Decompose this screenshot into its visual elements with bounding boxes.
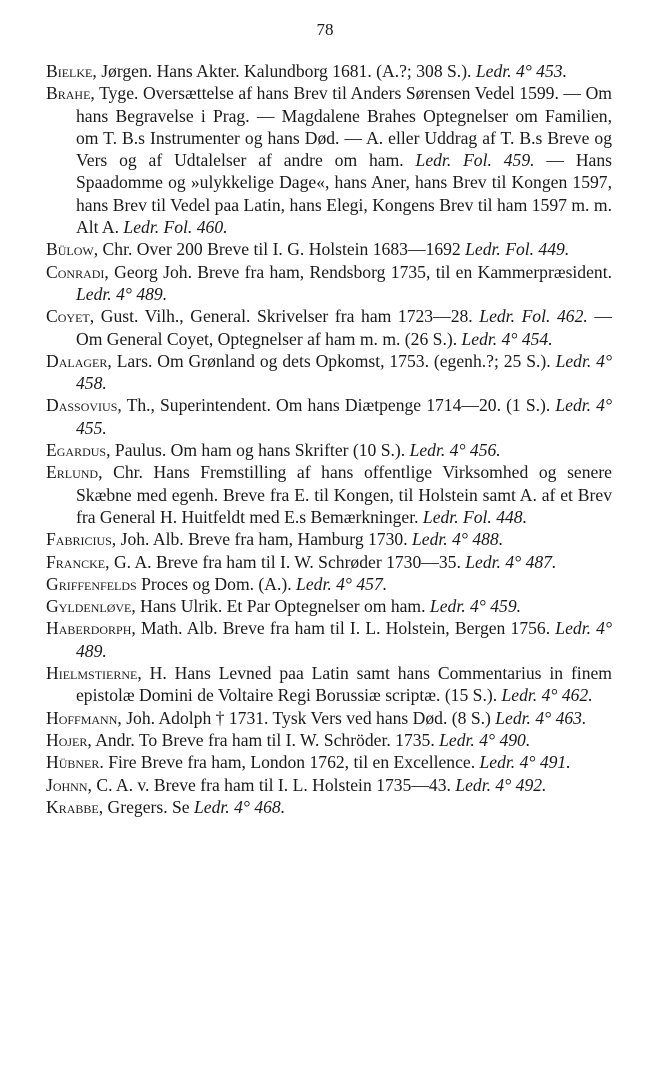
entry-name: Hielmstierne, [46, 663, 142, 684]
register-entry [46, 796, 612, 818]
register-entry [46, 305, 612, 350]
entry-name: Griffenfelds [46, 573, 137, 594]
entry-name: Johnn, [46, 774, 92, 795]
entry-text: Hans Ulrik. Et Par Optegnelser om ham. Ledr. 4° 459. [140, 596, 522, 617]
register-entry [46, 707, 612, 729]
register-entry [46, 774, 612, 796]
entry-text: Chr. Over 200 Breve til I. G. Holstein 1683—1692 Ledr. Fol. 449. [102, 239, 570, 260]
entry-name: Coyet, [46, 306, 95, 327]
register-entry [46, 551, 612, 573]
entry-text: Georg Joh. Breve fra ham, Rendsborg 1735, til en Kammerpræsident. Ledr. 4° 489. [76, 261, 612, 304]
register-entry [46, 439, 612, 461]
entry-text: Joh. Adolph † 1731. Tysk Vers ved hans Død. (8 S.) Ledr. 4° 463. [126, 707, 587, 728]
entry-text: C. A. v. Breve fra ham til I. L. Holstein 1735—43. Ledr. 4° 492. [96, 774, 547, 795]
register-entry [46, 394, 612, 439]
entry-text: Jørgen. Hans Akter. Kalundborg 1681. (A.?; 308 S.). Ledr. 4° 453. [101, 61, 567, 81]
entry-name: Bielke, [46, 61, 97, 81]
entry-text: Paulus. Om ham og hans Skrifter (10 S.). Ledr. 4° 456. [114, 440, 501, 461]
entry-text: H. Hans Levned paa Latin samt hans Commentarius in finem epistolæ Domini de Voltaire Regi Borussiæ scriptæ. (15 S.). Ledr. 4° 462. [76, 663, 612, 706]
entry-name: Bülow, [46, 239, 99, 260]
entry-name: Francke, [46, 551, 110, 572]
entry-text: Gregers. Se Ledr. 4° 468. [107, 796, 286, 817]
register-entry [46, 595, 612, 617]
entry-text: G. A. Breve fra ham til I. W. Schrøder 1730—35. Ledr. 4° 487. [113, 551, 557, 572]
register-entry [46, 60, 612, 82]
register-entry [46, 751, 612, 773]
register-entry [46, 729, 612, 751]
register-entry [46, 528, 612, 550]
entry-text: Fire Breve fra ham, London 1762, til en Excellence. Ledr. 4° 491. [108, 752, 571, 773]
register-entry [46, 82, 612, 238]
entry-name: Hübner. [46, 752, 104, 773]
entry-name: Haberdorph, [46, 618, 136, 639]
entry-name: Gyldenløve, [46, 596, 136, 617]
entry-text: Tyge. Oversættelse af hans Brev til Anders Sørensen Vedel 1599. — Om hans Begravelse i Prag. — Magdalene Brahes Optegnelser om Familien, om T. B.s Instrumenter og hans Død. — A. eller Uddrag af T. B.s Breve og Vers og af Udtalelser af andre om ham. Ledr. Fol. 459. — Hans Spaadomme og »ulykkelige Dage«, hans Aner, hans Brev til Kongen 1597, hans Brev til Vedel paa Latin, hans Elegi, Kongens Brev til ham 1597 m. m. Alt A. Ledr. Fol. 460. [76, 83, 612, 238]
register-entry [46, 662, 612, 707]
entry-name: Dalager, [46, 350, 112, 371]
entry-text: Chr. Hans Fremstilling af hans offentlige Virksomhed og senere Skæbne med egenh. Breve fra E. til Kongen, til Holstein samt A. af et Brev fra General H. Huitfeldt med E.s Bemærkninger. Ledr. Fol. 448. [76, 462, 612, 527]
entry-name: Brahe, [46, 83, 95, 104]
entry-text: Th., Superintendent. Om hans Diætpenge 1714—20. (1 S.). Ledr. 4° 455. [76, 395, 612, 438]
page-number: 78 [316, 20, 334, 39]
entry-name: Dassovius, [46, 395, 122, 416]
entry-name: Hojer, [46, 729, 92, 750]
entry-text: Joh. Alb. Breve fra ham, Hamburg 1730. Ledr. 4° 488. [120, 529, 504, 550]
entry-name: Krabbe, [46, 796, 104, 817]
entry-name: Conradi, [46, 261, 109, 282]
entry-name: Egardus, [46, 440, 111, 461]
register-entry [46, 261, 612, 306]
entry-text: Gust. Vilh., General. Skrivelser fra ham 1723—28. Ledr. Fol. 462. — Om General Coyet, Optegnelser af ham m. m. (26 S.). Ledr. 4° 454. [76, 306, 612, 349]
entry-text: Lars. Om Grønland og dets Opkomst, 1753. (egenh.?; 25 S.). Ledr. 4° 458. [76, 350, 612, 394]
entry-text: Proces og Dom. (A.). Ledr. 4° 457. [141, 573, 388, 594]
register-entry [46, 461, 612, 528]
register-entry [46, 238, 612, 260]
register-entry [46, 350, 612, 395]
register-entries [46, 60, 612, 818]
entry-name: Fabricius, [46, 529, 117, 550]
entry-text: Andr. To Breve fra ham til I. W. Schröder. 1735. Ledr. 4° 490. [95, 729, 531, 750]
entry-text: Math. Alb. Breve fra ham til I. L. Holstein, Bergen 1756. Ledr. 4° 489. [76, 618, 612, 661]
entry-name: Erlund, [46, 462, 103, 483]
register-entry [46, 617, 612, 662]
register-entry [46, 573, 612, 595]
entry-name: Hoffmann, [46, 707, 122, 728]
